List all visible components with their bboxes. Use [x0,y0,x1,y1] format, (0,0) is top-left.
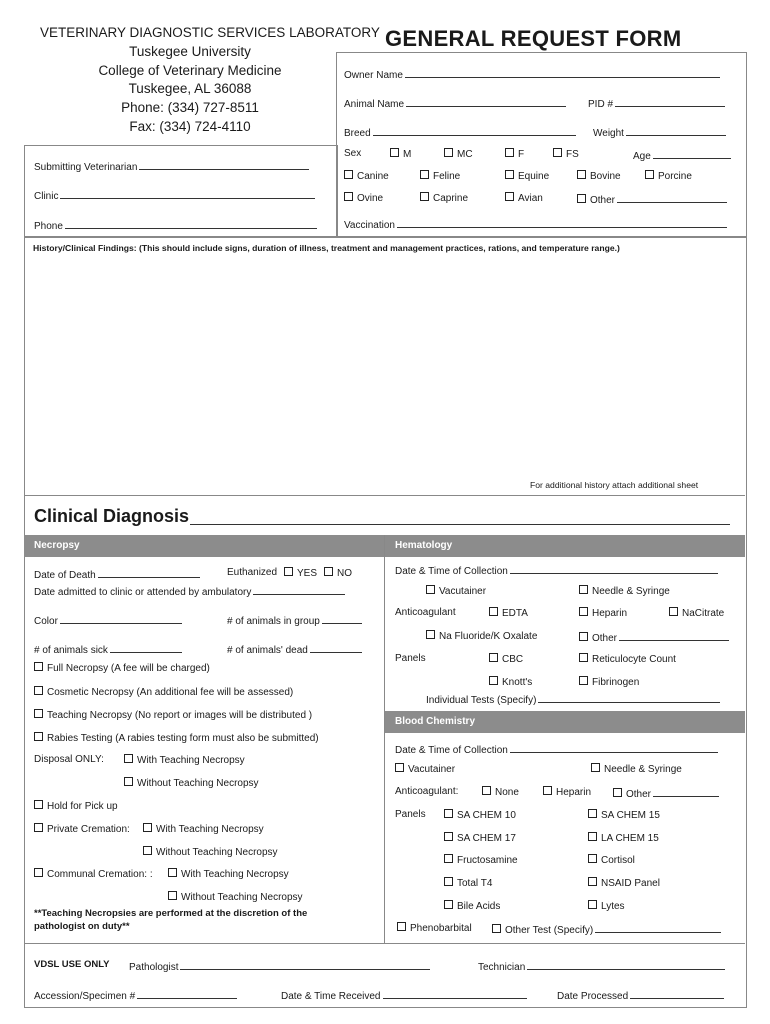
phone-label: Phone [34,221,63,232]
age-label: Age [633,151,651,162]
checkbox-icon [34,709,43,718]
chem-sa15-checkbox[interactable]: SA CHEM 15 [588,809,660,821]
checkbox-icon [284,567,293,576]
checkbox-icon [579,653,588,662]
chem-heparin-checkbox[interactable]: Heparin [543,786,591,798]
checkbox-icon [588,832,597,841]
checkbox-icon [124,777,133,786]
vdsl-use-only-label: VDSL USE ONLY [34,959,110,970]
private-with-teaching-checkbox[interactable]: With Teaching Necropsy [143,823,264,835]
clinical-diagnosis-label: Clinical Diagnosis [34,506,190,526]
submitting-vet-label: Submitting Veterinarian [34,162,138,173]
species-caprine-checkbox[interactable]: Caprine [420,192,468,204]
checkbox-icon [168,891,177,900]
checkbox-icon [390,148,399,157]
hema-heparin-checkbox[interactable]: Heparin [579,607,627,619]
private-without-teaching-checkbox[interactable]: Without Teaching Necropsy [143,846,278,858]
checkbox-icon [420,192,429,201]
hema-nacitrate-checkbox[interactable]: NaCitrate [669,607,724,619]
checkbox-icon [505,192,514,201]
hema-date-time-field[interactable]: Date & Time of Collection [395,563,718,577]
form-title: GENERAL REQUEST FORM [385,26,682,51]
chem-vacutainer-checkbox[interactable]: Vacutainer [395,763,455,775]
sex-mc-checkbox[interactable]: MC [444,148,473,160]
checkbox-icon [588,877,597,886]
teaching-necropsy-note: **Teaching Necropsies are performed at the discretion of the pathologist on duty** [34,908,308,932]
owner-name-label: Owner Name [344,70,403,81]
chem-none-checkbox[interactable]: None [482,786,519,798]
necropsy-header: Necropsy [24,535,384,557]
private-cremation-checkbox[interactable]: Private Cremation: [34,823,130,835]
checkbox-icon [489,607,498,616]
checkbox-icon [34,868,43,877]
chem-fructosamine-checkbox[interactable]: Fructosamine [444,854,518,866]
checkbox-icon [553,148,562,157]
footer-divider [24,943,745,944]
checkbox-icon [489,653,498,662]
cosmetic-necropsy-checkbox[interactable]: Cosmetic Necropsy (An additional fee will be assessed) [34,686,293,698]
chem-other-test-checkbox[interactable]: Other Test (Specify) [492,922,721,936]
checkbox-icon [588,900,597,909]
checkbox-icon [579,585,588,594]
hema-edta-checkbox[interactable]: EDTA [489,607,528,619]
clinical-diagnosis-field[interactable] [190,508,730,525]
vaccination-label: Vaccination [344,220,395,231]
weight-label: Weight [593,128,624,139]
checkbox-icon [344,192,353,201]
species-ovine-checkbox[interactable]: Ovine [344,192,383,204]
vaccination-field[interactable] [344,217,727,231]
lab-name: VETERINARY DIAGNOSTIC SERVICES LABORATORY [40,25,380,40]
checkbox-icon [579,676,588,685]
checkbox-icon [579,607,588,616]
euthanized-label: Euthanized [227,567,278,578]
chem-needle-checkbox[interactable]: Needle & Syringe [591,763,682,775]
history-note: For additional history attach additional sheet [530,480,699,490]
checkbox-icon [444,809,453,818]
submitting-vet-field[interactable] [34,159,309,173]
animals-dead-field[interactable]: # of animals' dead [227,642,362,656]
species-avian-checkbox[interactable]: Avian [505,192,543,204]
hema-other-checkbox[interactable]: Other [579,630,729,644]
communal-with-teaching-checkbox[interactable]: With Teaching Necropsy [168,868,289,880]
disposal-only-label: Disposal ONLY: [34,754,104,765]
color-field[interactable]: Color [34,613,182,627]
checkbox-icon [613,788,622,797]
hema-cbc-checkbox[interactable]: CBC [489,653,523,665]
animals-sick-field[interactable]: # of animals sick [34,642,182,656]
hema-anticoagulant-label: Anticoagulant [395,607,456,618]
checkbox-icon [324,567,333,576]
disposal-without-teaching-checkbox[interactable]: Without Teaching Necropsy [124,777,259,789]
species-feline-checkbox[interactable]: Feline [420,170,460,182]
pid-label: PID # [588,99,614,110]
chem-phenobarbital-checkbox[interactable]: Phenobarbital [397,922,472,934]
lab-address: Tuskegee, AL 36088 [128,81,252,96]
checkbox-icon [395,763,404,772]
hema-fibrinogen-checkbox[interactable]: Fibrinogen [579,676,639,688]
checkbox-icon [669,607,678,616]
date-received-field[interactable]: Date & Time Received [281,988,527,1002]
teaching-necropsy-checkbox[interactable]: Teaching Necropsy (No report or images will be distributed ) [34,709,312,721]
checkbox-icon [143,846,152,855]
checkbox-icon [420,170,429,179]
chem-t4-checkbox[interactable]: Total T4 [444,877,492,889]
column-divider [384,535,385,943]
sex-label: Sex [344,148,362,159]
weight-field[interactable] [593,125,726,139]
chem-date-time-field[interactable]: Date & Time of Collection [395,742,718,756]
rabies-testing-checkbox[interactable]: Rabies Testing (A rabies testing form must also be submitted) [34,732,319,744]
checkbox-icon [444,854,453,863]
chem-bile-acids-checkbox[interactable]: Bile Acids [444,900,500,912]
university-name: Tuskegee University [129,44,251,59]
checkbox-icon [482,786,491,795]
checkbox-icon [505,148,514,157]
hema-nafluoride-checkbox[interactable]: Na Fluoride/K Oxalate [426,630,537,642]
college-name: College of Veterinary Medicine [98,63,282,78]
chem-cortisol-checkbox[interactable]: Cortisol [588,854,635,866]
checkbox-icon [426,630,435,639]
checkbox-icon [588,809,597,818]
checkbox-icon [444,877,453,886]
checkbox-icon [34,686,43,695]
chem-lytes-checkbox[interactable]: Lytes [588,900,625,912]
hema-vacutainer-checkbox[interactable]: Vacutainer [426,585,486,597]
age-field[interactable] [633,148,731,162]
checkbox-icon [168,868,177,877]
checkbox-icon [492,924,501,933]
history-text-area[interactable] [34,256,734,476]
checkbox-icon [124,754,133,763]
species-canine-checkbox[interactable]: Canine [344,170,389,182]
species-equine-checkbox[interactable]: Equine [505,170,549,182]
checkbox-icon [489,676,498,685]
communal-cremation-checkbox[interactable]: Communal Cremation: : [34,868,153,880]
euthanized-no-checkbox[interactable]: NO [324,567,352,579]
checkbox-icon [34,800,43,809]
checkbox-icon [579,632,588,641]
hematology-header: Hematology [385,535,745,557]
chem-nsaid-checkbox[interactable]: NSAID Panel [588,877,660,889]
checkbox-icon [505,170,514,179]
phone-field[interactable] [34,218,317,232]
checkbox-icon [577,170,586,179]
checkbox-icon [588,854,597,863]
history-divider [24,495,745,496]
species-other-checkbox[interactable]: Other [577,192,727,206]
checkbox-icon [577,194,586,203]
owner-name-field[interactable] [344,67,720,81]
checkbox-icon [426,585,435,594]
breed-label: Breed [344,128,371,139]
animal-name-field[interactable] [344,96,566,110]
disposal-with-teaching-checkbox[interactable]: With Teaching Necropsy [124,754,245,766]
sex-fs-checkbox[interactable]: FS [553,148,579,160]
date-processed-field[interactable]: Date Processed [557,988,724,1002]
euthanized-yes-checkbox[interactable]: YES [284,567,317,579]
checkbox-icon [543,786,552,795]
pid-field[interactable] [588,96,725,110]
hema-panels-label: Panels [395,653,426,664]
history-label: History/Clinical Findings: (This should include signs, duration of illness, treatment and management practices, rations, and temperature range.) [33,243,620,253]
animal-name-label: Animal Name [344,99,405,110]
clinic-field[interactable] [34,188,315,202]
pathologist-field[interactable]: Pathologist [129,959,430,973]
technician-field[interactable]: Technician [478,959,725,973]
chem-sa10-checkbox[interactable]: SA CHEM 10 [444,809,516,821]
chemistry-header: Blood Chemistry [385,711,745,733]
sex-m-checkbox[interactable]: M [390,148,411,160]
chem-other-checkbox[interactable]: Other [613,786,719,800]
checkbox-icon [444,148,453,157]
checkbox-icon [444,832,453,841]
hold-pickup-checkbox[interactable]: Hold for Pick up [34,800,118,812]
lab-fax: Fax: (334) 724-4110 [129,119,251,134]
sex-f-checkbox[interactable]: F [505,148,524,160]
checkbox-icon [397,922,406,931]
chem-panels-label: Panels [395,809,426,820]
hema-reticulocyte-checkbox[interactable]: Reticulocyte Count [579,653,676,665]
accession-field[interactable]: Accession/Specimen # [34,988,237,1002]
checkbox-icon [591,763,600,772]
checkbox-icon [444,900,453,909]
checkbox-icon [34,662,43,671]
checkbox-icon [34,823,43,832]
date-of-death-field[interactable]: Date of Death [34,567,200,581]
checkbox-icon [645,170,654,179]
checkbox-icon [344,170,353,179]
full-necropsy-checkbox[interactable]: Full Necropsy (A fee will be charged) [34,662,210,674]
chem-anticoagulant-label: Anticoagulant: [395,786,459,797]
species-bovine-checkbox[interactable]: Bovine [577,170,621,182]
communal-without-teaching-checkbox[interactable]: Without Teaching Necropsy [168,891,303,903]
hema-individual-tests-field[interactable]: Individual Tests (Specify) [426,692,720,706]
checkbox-icon [34,732,43,741]
species-porcine-checkbox[interactable]: Porcine [645,170,692,182]
breed-field[interactable] [344,125,576,139]
date-admitted-field[interactable]: Date admitted to clinic or attended by ambulatory [34,584,345,598]
hema-knotts-checkbox[interactable]: Knott's [489,676,532,688]
animals-in-group-field[interactable]: # of animals in group [227,613,362,627]
lab-phone: Phone: (334) 727-8511 [121,100,259,115]
clinic-label: Clinic [34,191,59,202]
hema-needle-checkbox[interactable]: Needle & Syringe [579,585,670,597]
chem-sa17-checkbox[interactable]: SA CHEM 17 [444,832,516,844]
chem-la15-checkbox[interactable]: LA CHEM 15 [588,832,659,844]
checkbox-icon [143,823,152,832]
